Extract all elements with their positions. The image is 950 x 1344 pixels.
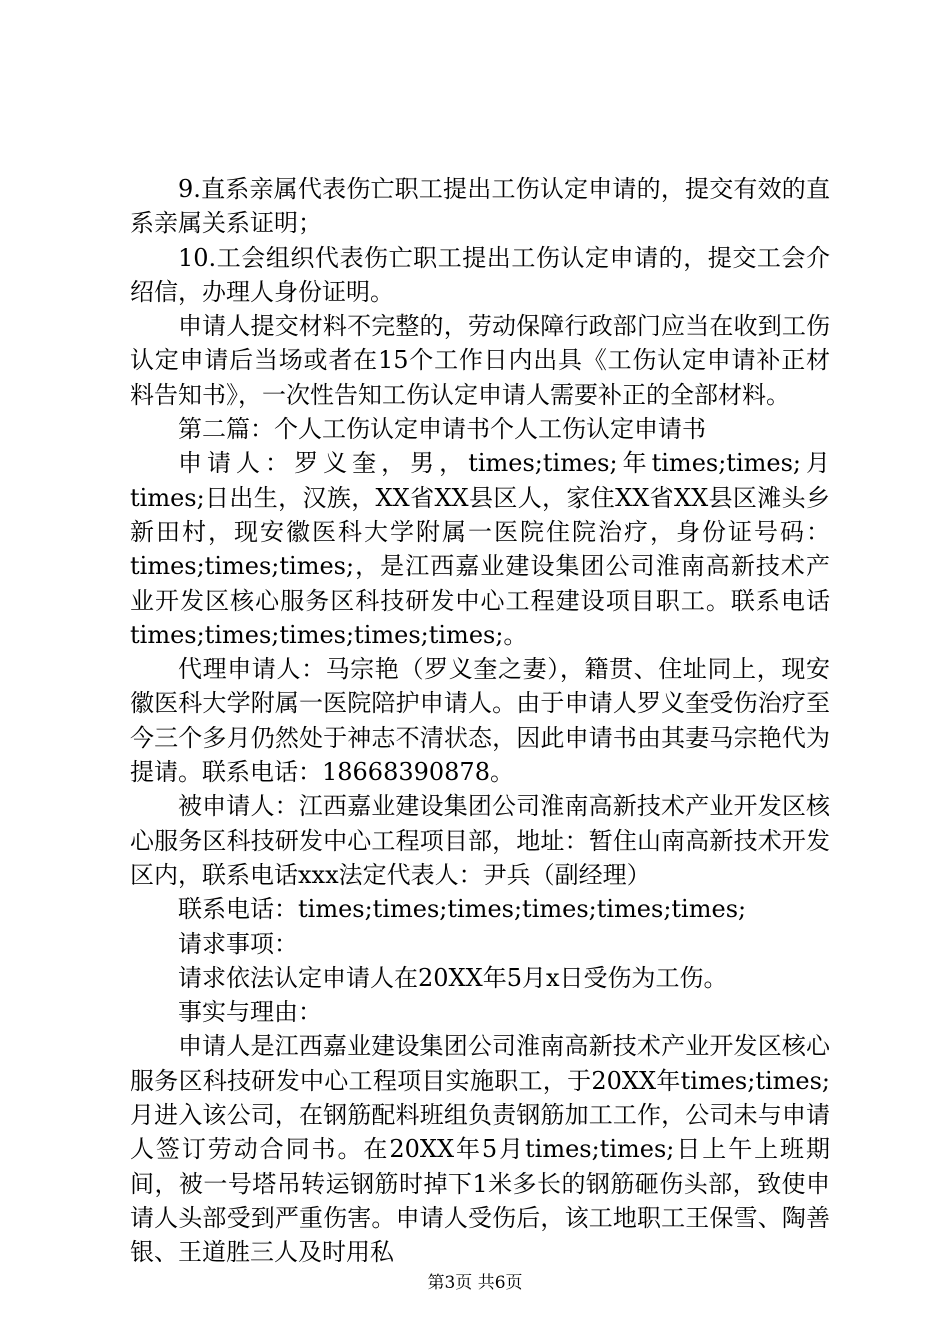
paragraph-request-heading: 请求事项：: [178, 929, 298, 958]
page-number: 第3页 共6页: [427, 1273, 523, 1293]
document-body: [130, 172, 830, 1270]
paragraph-item-9: 9.直系亲属代表伤亡职工提出工伤认定申请的，提交有效的直系亲属关系证明；: [130, 175, 830, 238]
paragraph-agent-applicant: 代理申请人：马宗艳（罗义奎之妻），籍贯、住址同上，现安徽医科大学附属一医院陪护申请人。由于申请人罗义奎受伤治疗至今三个多月仍然处于神志不清状态，因此申请书由其妻马宗艳代为提请。联系电话：18668390878。: [130, 655, 830, 787]
paragraph-contact-phone: 联系电话：times;times;times;times;times;times;: [178, 895, 747, 924]
paragraph-request: 请求依法认定申请人在20XX年5月x日受伤为工伤。: [178, 963, 728, 992]
paragraph-incomplete-materials: 申请人提交材料不完整的，劳动保障行政部门应当在收到工伤认定申请后当场或者在15个工作日内出具《工伤认定申请补正材料告知书》，一次性告知工伤认定申请人需要补正的全部材料。: [130, 312, 830, 409]
paragraph-facts: 申请人是江西嘉业建设集团公司淮南高新技术产业开发区核心服务区科技研发中心工程项目实施职工，于20XX年times;times;月进入该公司，在钢筋配料班组负责钢筋加工工作，公司未与申请人签订劳动合同书。在20XX年5月times;times;日上午上班期间，被一号塔吊转运钢筋时掉下1米多长的钢筋砸伤头部，致使申请人头部受到严重伤害。申请人受伤后，该工地职工王保雪、陶善银、王道胜三人及时用私: [130, 1032, 830, 1267]
paragraph-facts-heading: 事实与理由：: [178, 998, 322, 1027]
paragraph-applicant: 申请人：罗义奎，男，times;times;年times;times;月times;日出生，汉族，XX省XX县区人，家住XX省XX县区滩头乡新田村，现安徽医科大学附属一医院住院治疗，身份证号码：times;times;times;，是江西嘉业建设集团公司淮南高新技术产业开发区核心服务区科技研发中心工程建设项目职工。联系电话times;times;times;times;times;。: [130, 449, 830, 649]
section-heading: 第二篇：个人工伤认定申请书个人工伤认定申请书: [178, 415, 706, 444]
paragraph-item-10: 10.工会组织代表伤亡职工提出工伤认定申请的，提交工会介绍信，办理人身份证明。: [130, 243, 830, 306]
paragraph-respondent: 被申请人：江西嘉业建设集团公司淮南高新技术产业开发区核心服务区科技研发中心工程项目部，地址：暂住山南高新技术开发区内，联系电话xxx法定代表人：尹兵（副经理）: [130, 792, 830, 889]
